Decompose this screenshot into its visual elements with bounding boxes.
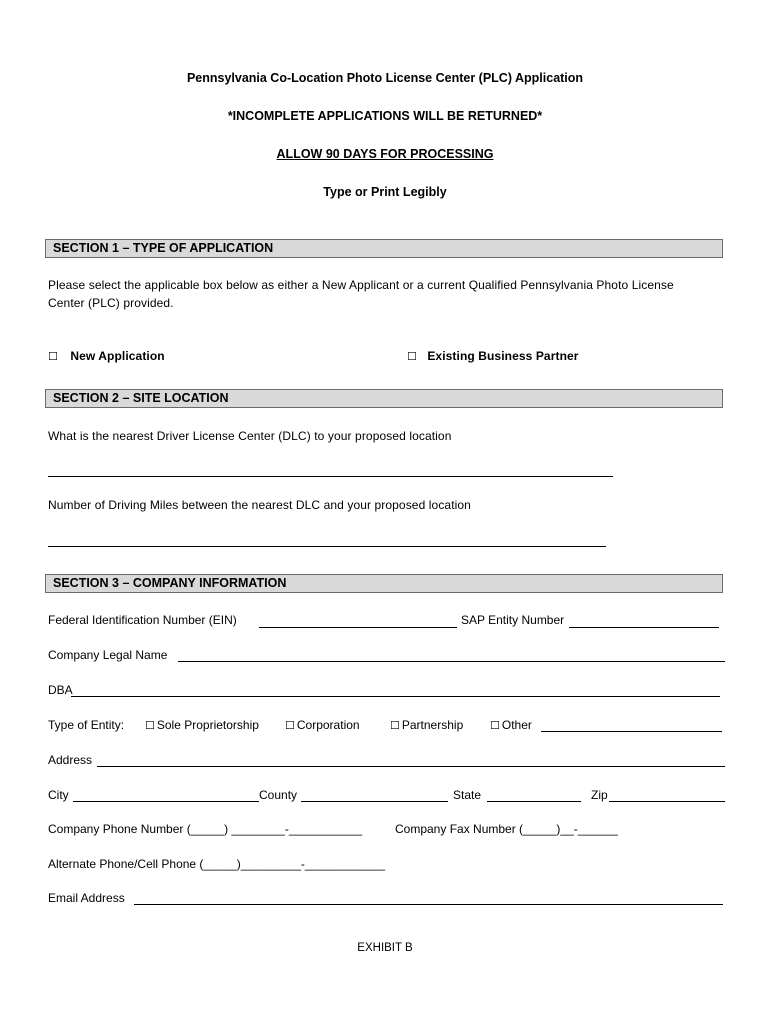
- checkbox-icon[interactable]: ☐: [390, 720, 400, 732]
- zip-line[interactable]: [609, 801, 725, 802]
- checkbox-icon[interactable]: ☐: [145, 720, 155, 732]
- entity-other-line[interactable]: [541, 731, 722, 732]
- dba-label: DBA: [48, 683, 73, 697]
- county-label: County: [259, 788, 298, 802]
- city-line[interactable]: [73, 801, 259, 802]
- company-fax-field[interactable]: Company Fax Number (_____)__-______: [395, 822, 618, 836]
- address-line[interactable]: [97, 766, 725, 767]
- entity-partnership[interactable]: [390, 718, 463, 732]
- new-application-option[interactable]: [48, 347, 165, 365]
- county-line[interactable]: [301, 801, 448, 802]
- print-instruction: Type or Print Legibly: [323, 185, 447, 199]
- alternate-phone-field[interactable]: Alternate Phone/Cell Phone (_____)_________-____________: [48, 857, 385, 871]
- address-label: Address: [48, 753, 93, 767]
- ein-label: Federal Identification Number (EIN): [48, 613, 237, 627]
- checkbox-icon[interactable]: ☐: [48, 351, 58, 363]
- email-label: Email Address: [48, 891, 125, 905]
- entity-option-label: Corporation: [296, 718, 360, 732]
- nearest-dlc-line[interactable]: [48, 476, 613, 477]
- incomplete-warning: *INCOMPLETE APPLICATIONS WILL BE RETURNED*: [227, 109, 543, 123]
- processing-notice: ALLOW 90 DAYS FOR PROCESSING: [276, 147, 494, 161]
- entity-option-label: Other: [501, 718, 532, 732]
- section-1-title: SECTION 1 – TYPE OF APPLICATION: [53, 241, 274, 255]
- checkbox-icon[interactable]: ☐: [407, 351, 417, 363]
- legal-name-label: Company Legal Name: [48, 648, 168, 662]
- section-1-description-line1: Please select the applicable box below as either a New Applicant or a current Qualified Pennsylvania Photo License: [48, 278, 674, 292]
- checkbox-icon[interactable]: ☐: [490, 720, 500, 732]
- dba-line[interactable]: [71, 696, 720, 697]
- checkbox-icon[interactable]: ☐: [285, 720, 295, 732]
- entity-sole-proprietorship[interactable]: [145, 718, 259, 732]
- existing-partner-label: Existing Business Partner: [427, 349, 579, 363]
- form-title: Pennsylvania Co-Location Photo License Center (PLC) Application: [186, 71, 584, 85]
- section-1-header: [45, 239, 723, 258]
- entity-other[interactable]: [490, 718, 532, 732]
- driving-miles-line[interactable]: [48, 546, 606, 547]
- section-3-header: [45, 574, 723, 593]
- nearest-dlc-question: What is the nearest Driver License Center (DLC) to your proposed location: [48, 429, 452, 443]
- existing-partner-option[interactable]: [407, 347, 579, 365]
- company-phone-field[interactable]: Company Phone Number (_____) ________-___________: [48, 822, 363, 836]
- driving-miles-question: Number of Driving Miles between the nearest DLC and your proposed location: [48, 498, 471, 512]
- section-3-title: SECTION 3 – COMPANY INFORMATION: [53, 576, 287, 590]
- new-application-label: New Application: [70, 349, 165, 363]
- section-1-description-line2: Center (PLC) provided.: [48, 296, 174, 310]
- zip-label: Zip: [591, 788, 608, 802]
- state-line[interactable]: [487, 801, 581, 802]
- city-label: City: [48, 788, 69, 802]
- ein-line[interactable]: [259, 627, 457, 628]
- entity-option-label: Partnership: [401, 718, 464, 732]
- entity-option-label: Sole Proprietorship: [156, 718, 259, 732]
- sap-line[interactable]: [569, 627, 719, 628]
- email-line[interactable]: [134, 904, 723, 905]
- exhibit-label: EXHIBIT B: [357, 942, 413, 954]
- sap-label: SAP Entity Number: [461, 613, 565, 627]
- entity-corporation[interactable]: [285, 718, 360, 732]
- legal-name-line[interactable]: [178, 661, 725, 662]
- state-label: State: [453, 788, 482, 802]
- section-2-header: [45, 389, 723, 408]
- section-2-title: SECTION 2 – SITE LOCATION: [53, 391, 229, 405]
- entity-type-label: Type of Entity:: [48, 718, 125, 732]
